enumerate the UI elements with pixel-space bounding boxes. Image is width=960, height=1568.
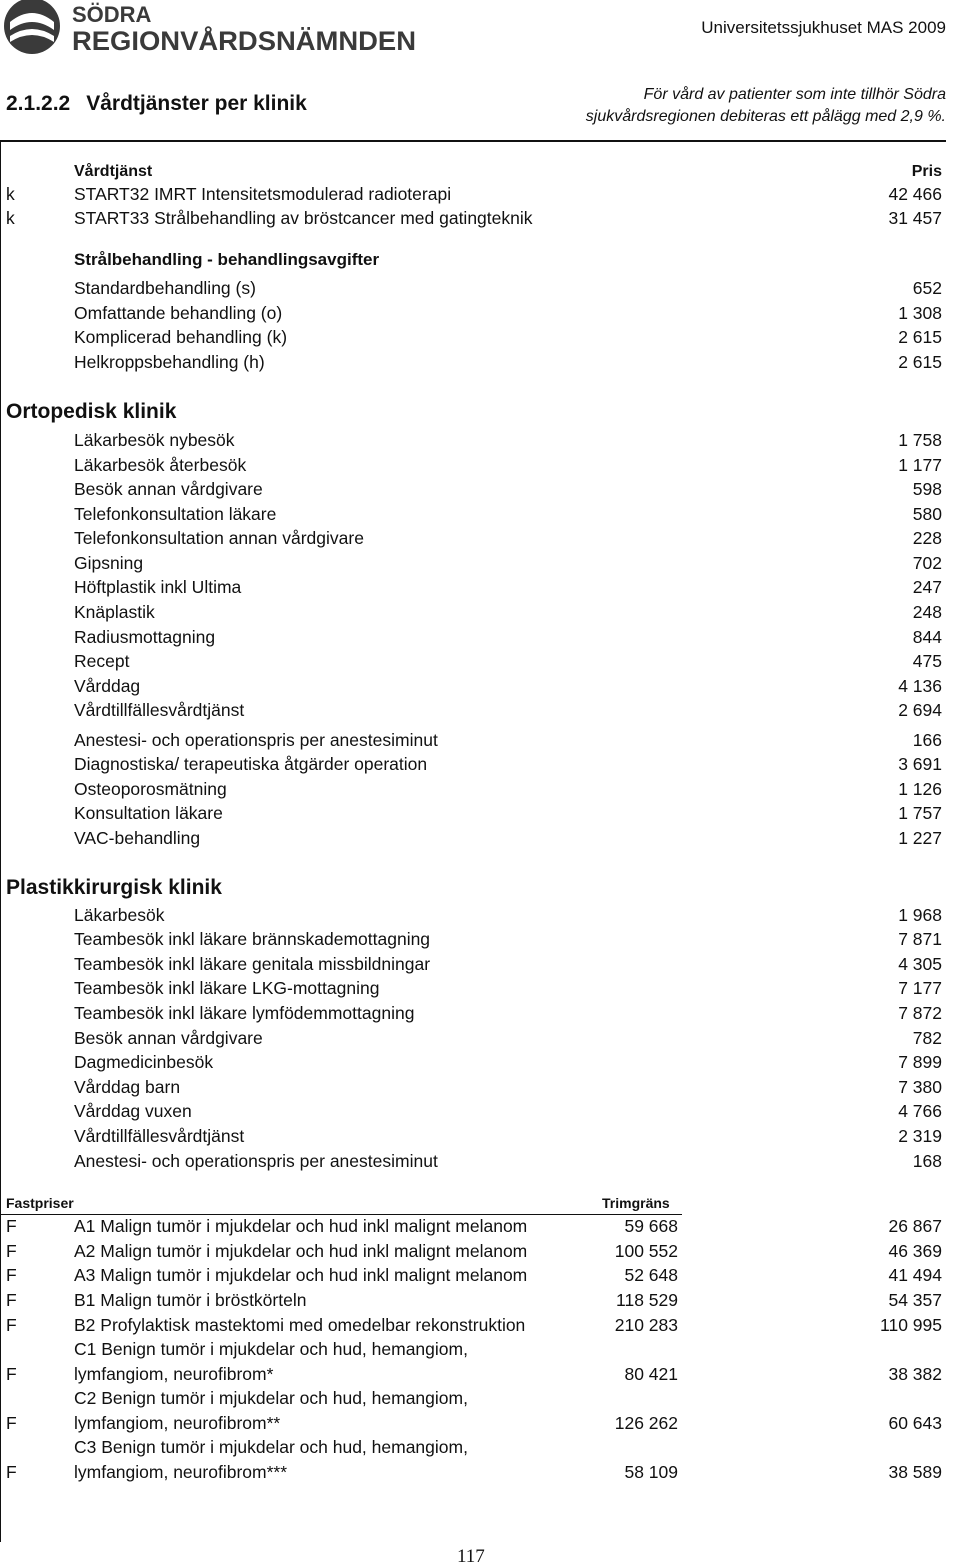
logo-line1: SÖDRA	[72, 2, 152, 27]
table-row	[0, 1437, 942, 1486]
row-flag: F	[6, 1290, 17, 1310]
row-price: 1 308	[898, 303, 942, 323]
row-service-line1: C1 Benign tumör i mjukdelar och hud, hemangiom,	[74, 1339, 468, 1359]
row-trimgrans: 126 262	[614, 1413, 678, 1433]
table-row	[0, 1101, 942, 1125]
row-service: A2 Malign tumör i mjukdelar och hud inkl malignt melanom	[74, 1241, 528, 1261]
row-price: 598	[912, 479, 942, 499]
row-service-line2: lymfangiom, neurofibrom**	[74, 1413, 281, 1433]
table-row	[0, 779, 942, 803]
section-title: Vårdtjänster per klinik	[86, 92, 307, 115]
table-row	[0, 651, 942, 675]
row-price: 4 305	[898, 954, 942, 974]
row-price: 168	[912, 1151, 942, 1171]
row-service-line1: C2 Benign tumör i mjukdelar och hud, hemangiom,	[74, 1388, 468, 1408]
column-header-price: Pris	[911, 163, 942, 180]
logo-line2: REGIONVÅRDSNÄMNDEN	[72, 26, 412, 56]
table-row	[0, 528, 942, 552]
row-flag: F	[6, 1265, 17, 1285]
table-row	[0, 553, 942, 577]
row-price: 702	[912, 553, 942, 573]
table-row	[0, 1216, 942, 1240]
fastpriser-heading: Fastpriser	[6, 1195, 74, 1211]
table-row	[0, 1126, 942, 1150]
row-service: Teambesök inkl läkare lymfödemmottagning	[74, 1003, 415, 1023]
row-price: 4 136	[898, 676, 942, 696]
row-service: Anestesi- och operationspris per anestesiminut	[74, 730, 438, 750]
page-number: 117	[457, 1546, 485, 1567]
table-row	[0, 1241, 942, 1265]
row-price: 2 615	[898, 352, 942, 372]
row-price: 844	[912, 627, 942, 647]
table-row	[0, 184, 942, 208]
row-price: 7 899	[898, 1052, 942, 1072]
table-row	[0, 676, 942, 700]
table-row	[0, 730, 942, 754]
row-price: 31 457	[888, 208, 942, 228]
ortopedisk-heading: Ortopedisk klinik	[6, 400, 177, 423]
section-number: 2.1.2.2	[6, 92, 71, 115]
table-row	[0, 1151, 942, 1175]
row-flag: F	[6, 1413, 17, 1433]
row-flag: F	[6, 1364, 17, 1384]
row-service: A3 Malign tumör i mjukdelar och hud inkl malignt melanom	[74, 1265, 528, 1285]
table-row	[0, 1315, 942, 1339]
row-service: Osteoporosmätning	[74, 779, 227, 799]
row-trimgrans: 210 283	[614, 1315, 678, 1335]
row-service: Recept	[74, 651, 130, 671]
row-service: Standardbehandling (s)	[74, 278, 256, 298]
row-price: 652	[912, 278, 942, 298]
row-service: Vårddag vuxen	[74, 1101, 192, 1121]
table-row	[0, 803, 942, 827]
row-service: Gipsning	[74, 553, 144, 573]
table-row	[0, 929, 942, 953]
table-row	[0, 1003, 942, 1027]
row-service: B1 Malign tumör i bröstkörteln	[74, 1290, 307, 1310]
row-service: Konsultation läkare	[74, 803, 223, 823]
row-price: 38 382	[888, 1364, 942, 1384]
row-service: Teambesök inkl läkare brännskademottagning	[74, 929, 431, 949]
row-service: B2 Profylaktisk mastektomi med omedelbar rekonstruktion	[74, 1315, 526, 1335]
row-trimgrans: 80 421	[624, 1364, 678, 1384]
table-row	[0, 828, 942, 852]
note-line1: För vård av patienter som inte tillhör Södra	[643, 86, 946, 103]
row-price: 7 380	[898, 1077, 942, 1097]
table-row	[0, 1265, 942, 1289]
row-flag: k	[6, 184, 15, 204]
row-flag: F	[6, 1216, 17, 1236]
table-row	[0, 455, 942, 479]
table-row	[0, 905, 942, 929]
row-price: 475	[912, 651, 942, 671]
row-service: Besök annan vårdgivare	[74, 1028, 263, 1048]
row-price: 110 995	[880, 1315, 942, 1335]
row-flag: F	[6, 1462, 17, 1482]
row-price: 54 357	[888, 1290, 942, 1310]
row-price: 1 126	[898, 779, 942, 799]
row-price: 38 589	[888, 1462, 942, 1482]
table-row	[0, 978, 942, 1002]
radiation-heading: Strålbehandling - behandlingsavgifter	[74, 250, 380, 269]
row-price: 1 227	[898, 828, 942, 848]
row-flag: k	[6, 208, 15, 228]
row-service: Besök annan vårdgivare	[74, 479, 263, 499]
table-row	[0, 1339, 942, 1388]
row-price: 1 758	[898, 430, 942, 450]
row-trimgrans: 58 109	[624, 1462, 678, 1482]
divider	[0, 1214, 682, 1215]
row-price: 26 867	[888, 1216, 942, 1236]
row-service: Vårdtillfällesvårdtjänst	[74, 700, 245, 720]
row-service-line1: C3 Benign tumör i mjukdelar och hud, hemangiom,	[74, 1437, 468, 1457]
row-service: Telefonkonsultation annan vårdgivare	[74, 528, 364, 548]
table-row	[0, 430, 942, 454]
row-service: Vårddag	[74, 676, 141, 696]
row-price: 1 757	[898, 803, 942, 823]
table-row	[0, 327, 942, 351]
trimgrans-heading: Trimgräns	[602, 1195, 670, 1211]
row-flag: F	[6, 1241, 17, 1261]
row-price: 1 177	[898, 455, 942, 475]
row-price: 166	[912, 730, 942, 750]
row-price: 2 615	[898, 327, 942, 347]
row-price: 7 872	[898, 1003, 942, 1023]
column-header-service: Vårdtjänst	[74, 163, 153, 180]
table-row	[0, 1052, 942, 1076]
row-price: 1 968	[898, 905, 942, 925]
row-service-line2: lymfangiom, neurofibrom***	[74, 1462, 288, 1482]
row-price: 2 694	[898, 700, 942, 720]
table-row	[0, 700, 942, 724]
row-price: 228	[912, 528, 942, 548]
row-service: Vårdtillfällesvårdtjänst	[74, 1126, 245, 1146]
row-service: Diagnostiska/ terapeutiska åtgärder operation	[74, 754, 428, 774]
table-row	[0, 208, 942, 232]
table-row	[0, 754, 942, 778]
table-row	[0, 1077, 942, 1101]
table-row	[0, 627, 942, 651]
row-service: Helkroppsbehandling (h)	[74, 352, 265, 372]
row-price: 580	[912, 504, 942, 524]
row-price: 2 319	[898, 1126, 942, 1146]
hospital-title: Universitetssjukhuset MAS 2009	[701, 18, 946, 37]
row-price: 41 494	[888, 1265, 942, 1285]
row-service: Teambesök inkl läkare genitala missbildningar	[74, 954, 431, 974]
table-row	[0, 303, 942, 327]
row-service: A1 Malign tumör i mjukdelar och hud inkl malignt melanom	[74, 1216, 528, 1236]
table-row	[0, 278, 942, 302]
note-line2: sjukvårdsregionen debiteras ett pålägg med 2,9 %.	[585, 108, 946, 125]
row-service: Telefonkonsultation läkare	[74, 504, 277, 524]
table-row	[0, 1388, 942, 1437]
row-service: VAC-behandling	[74, 828, 201, 848]
section-heading	[6, 92, 307, 116]
row-service: Radiusmottagning	[74, 627, 216, 647]
row-service: START32 IMRT Intensitetsmodulerad radioterapi	[74, 184, 452, 204]
row-price: 42 466	[888, 184, 942, 204]
row-service: Omfattande behandling (o)	[74, 303, 283, 323]
plastik-heading: Plastikkirurgisk klinik	[6, 876, 222, 899]
row-service: START33 Strålbehandling av bröstcancer med gatingteknik	[74, 208, 533, 228]
row-service: Läkarbesök	[74, 905, 165, 925]
row-price: 7 871	[898, 929, 942, 949]
row-trimgrans: 59 668	[624, 1216, 678, 1236]
table-row	[0, 954, 942, 978]
row-service-line2: lymfangiom, neurofibrom*	[74, 1364, 274, 1384]
row-service: Teambesök inkl läkare LKG-mottagning	[74, 978, 380, 998]
row-price: 782	[912, 1028, 942, 1048]
surcharge-note	[546, 84, 946, 128]
row-service: Höftplastik inkl Ultima	[74, 577, 242, 597]
row-service: Läkarbesök återbesök	[74, 455, 247, 475]
table-row	[0, 577, 942, 601]
row-service: Anestesi- och operationspris per anestesiminut	[74, 1151, 438, 1171]
row-price: 60 643	[888, 1413, 942, 1433]
row-price: 46 369	[888, 1241, 942, 1261]
row-service: Dagmedicinbesök	[74, 1052, 214, 1072]
row-flag: F	[6, 1315, 17, 1335]
row-price: 248	[912, 602, 942, 622]
table-row	[0, 479, 942, 503]
table-row	[0, 602, 942, 626]
sodra-regionvardsnamnden-logo	[0, 0, 430, 56]
row-service: Knäplastik	[74, 602, 155, 622]
row-trimgrans: 100 552	[614, 1241, 678, 1261]
row-trimgrans: 118 529	[616, 1290, 678, 1310]
row-service: Komplicerad behandling (k)	[74, 327, 288, 347]
row-price: 4 766	[898, 1101, 942, 1121]
table-row	[0, 1290, 942, 1314]
row-trimgrans: 52 648	[624, 1265, 678, 1285]
row-price: 3 691	[898, 754, 942, 774]
table-row	[0, 1028, 942, 1052]
row-service: Vårddag barn	[74, 1077, 181, 1097]
table-row	[0, 352, 942, 376]
row-price: 7 177	[898, 978, 942, 998]
row-service: Läkarbesök nybesök	[74, 430, 235, 450]
row-price: 247	[912, 577, 942, 597]
table-row	[0, 504, 942, 528]
